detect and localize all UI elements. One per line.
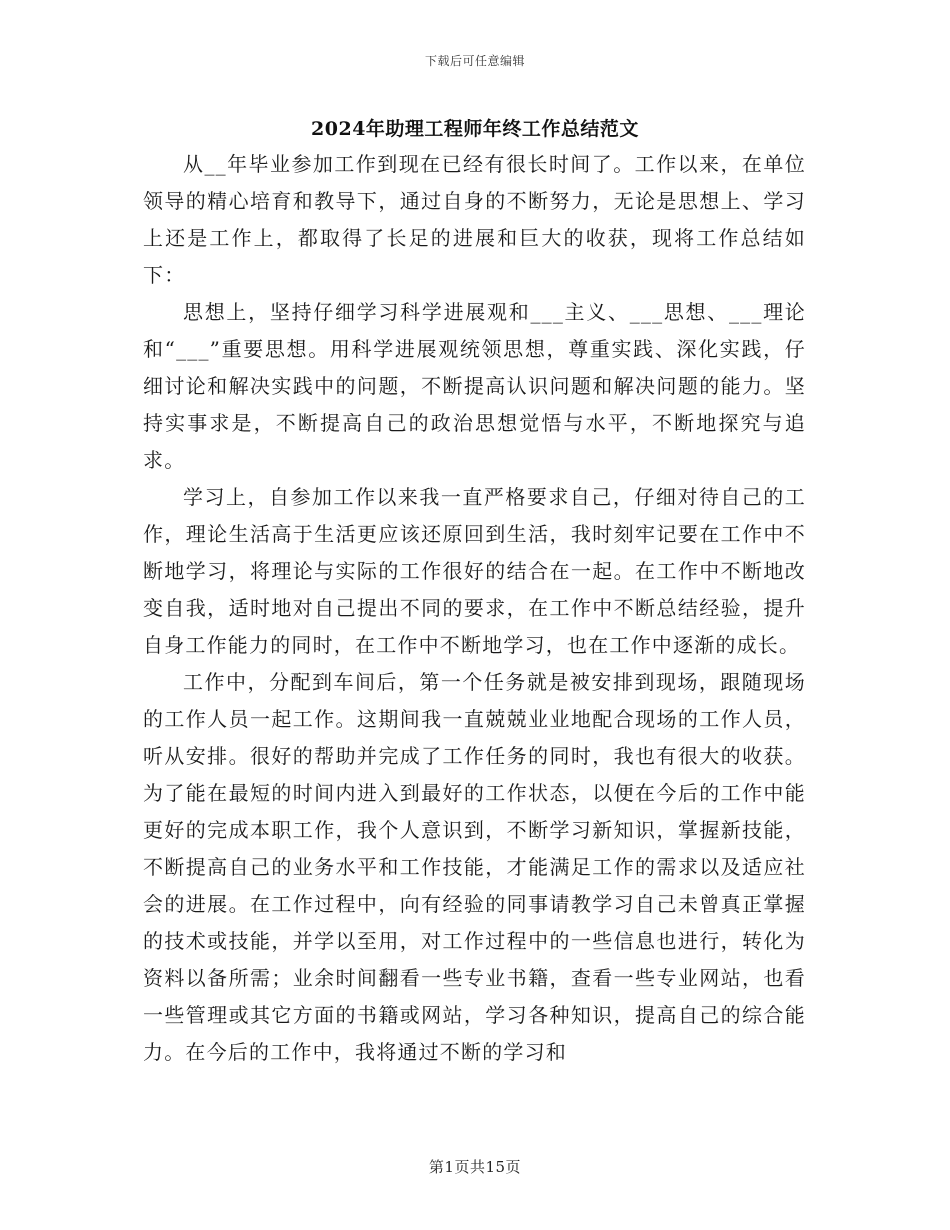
document-title: 2024年助理工程师年终工作总结范文 <box>311 118 639 140</box>
page-number: 第1页共15页 <box>428 1158 522 1176</box>
paragraph-intro: 从__年毕业参加工作到现在已经有很长时间了。工作以来，在单位领导的精心培育和教导下，通过自身的不断努力，无论是思想上、学习上还是工作上，都取得了长足的进展和巨大的收获，现将工作总结如下： <box>143 152 806 287</box>
document-body <box>143 146 806 1071</box>
page-header-note: 下载后可任意编辑 <box>424 54 525 68</box>
paragraph-ideology: 思想上，坚持仔细学习科学进展观和___主义、___思想、___理论和“___”重要思想。用科学进展观统领思想，尊重实践、深化实践，仔细讨论和解决实践中的问题，不断提高认识问题和解决问题的能力。坚持实事求是，不断提高自己的政治思想觉悟与水平，不断地探究与追求。 <box>143 300 806 472</box>
paragraph-work: 工作中，分配到车间后，第一个任务就是被安排到现场，跟随现场的工作人员一起工作。这期间我一直兢兢业业地配合现场的工作人员，听从安排。很好的帮助并完成了工作任务的同时，我也有很大的收获。为了能在最短的时间内进入到最好的工作状态，以便在今后的工作中能更好的完成本职工作，我个人意识到，不断学习新知识，掌握新技能，不断提高自己的业务水平和工作技能，才能满足工作的需求以及适应社会的进展。在工作过程中，向有经验的同事请教学习自己未曾真正掌握的技术或技能，并学以至用，对工作过程中的一些信息也进行，转化为资料以备所需；业余时间翻看一些专业书籍，查看一些专业网站，也看一些管理或其它方面的书籍或网站，学习各种知识，提高自己的综合能力。在今后的工作中，我将通过不断的学习和 <box>143 670 806 1064</box>
paragraph-study: 学习上，自参加工作以来我一直严格要求自己，仔细对待自己的工作，理论生活高于生活更应该还原回到生活，我时刻牢记要在工作中不断地学习，将理论与实际的工作很好的结合在一起。在工作中不断地改变自我，适时地对自己提出不同的要求，在工作中不断总结经验，提升自身工作能力的同时，在工作中不断地学习，也在工作中逐渐的成长。 <box>143 485 806 657</box>
